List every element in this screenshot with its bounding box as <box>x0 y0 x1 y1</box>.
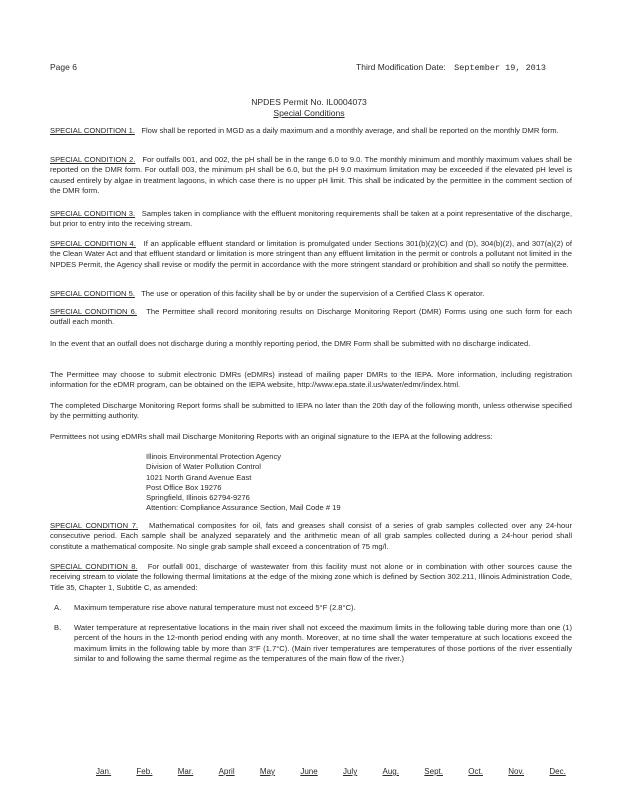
condition-6 <box>50 307 572 328</box>
address-line: Post Office Box 19276 <box>146 482 222 492</box>
month-header-row <box>96 767 566 776</box>
condition-text: The Permittee shall record monitoring results on Discharge Monitoring Report (DMR) Forms using one such form for each outfall each month. <box>50 307 572 327</box>
month-mar: Mar. <box>177 767 194 776</box>
condition-7 <box>50 521 572 552</box>
address-line: Division of Water Pollution Control <box>146 462 261 472</box>
address-line: Attention: Compliance Assurance Section, Mail Code # 19 <box>146 503 341 513</box>
deadline-paragraph: The completed Discharge Monitoring Report forms shall be submitted to IEPA no later than the 20th day of the following month, unless otherwise specified by the permitting authority. <box>50 401 572 421</box>
condition-text: If an applicable effluent standard or limitation is promulgated under Sections 301(b)(2)(C) and (D), 304(b)(2), and 307(a)(2) of the Clean Water Act and that effluent standard or limitation is more stringent than any effluent limitation in the permit or controls a pollutant not limited in the NPDES Permit, the Agency shall revise or modify the permit in accordance with the more stringent standard or prohibition and shall so notify the permittee. <box>50 239 572 269</box>
condition-2 <box>50 155 572 196</box>
month-apr: April <box>218 767 235 776</box>
modification-label: Third Modification Date: <box>356 62 446 72</box>
condition-5 <box>50 289 572 299</box>
month-dec: Dec. <box>549 767 566 776</box>
modification-date: September 19, 2013 <box>454 63 546 73</box>
condition-text: Samples taken in compliance with the effluent monitoring requirements shall be taken at a point representative of the discharge, but prior to entry into the receiving stream. <box>50 209 572 229</box>
month-may: May <box>259 767 276 776</box>
month-sep: Sept. <box>424 767 443 776</box>
condition-label: SPECIAL CONDITION 7. <box>50 521 139 530</box>
mailing-address <box>146 452 341 514</box>
condition-3 <box>50 209 572 230</box>
condition-text: The use or operation of this facility shall be by or under the supervision of a Certified Class K operator. <box>141 289 485 298</box>
item-label: A. <box>54 603 62 612</box>
edmr-paragraph: The Permittee may choose to submit electronic DMRs (eDMRs) instead of mailing paper DMRs to the IEPA. More information, including registration information for the eDMR program, can be obtained on the IEPA website, http://www.epa.state.il.us/water/edmr/index.html. <box>50 370 572 390</box>
month-jun: June <box>300 767 318 776</box>
condition-label: SPECIAL CONDITION 3. <box>50 209 136 218</box>
section-title: Special Conditions <box>273 108 345 118</box>
item-text: Maximum temperature rise above natural temperature must not exceed 5°F (2.8°C). <box>74 603 356 612</box>
item-label: B. <box>54 623 62 632</box>
month-feb: Feb. <box>136 767 153 776</box>
permit-title: NPDES Permit No. IL0004073 <box>251 97 367 107</box>
month-aug: Aug. <box>382 767 399 776</box>
month-oct: Oct. <box>468 767 483 776</box>
month-jul: July <box>342 767 358 776</box>
month-jan: Jan. <box>96 767 112 776</box>
mail-intro-paragraph: Permittees not using eDMRs shall mail Discharge Monitoring Reports with an original signature to the IEPA at the following address: <box>50 432 493 441</box>
modification-header <box>356 62 546 73</box>
condition-label: SPECIAL CONDITION 1. <box>50 126 135 135</box>
condition-4 <box>50 239 572 270</box>
condition-label: SPECIAL CONDITION 6. <box>50 307 137 316</box>
item-text: Water temperature at representative locations in the main river shall not exceed the maximum limits in the following table during more than one (1) percent of the hours in the 12-month period ending with any month. Moreover, at no time shall the water temperature at such locations exceed the maximum limits in the following table by more than 3°F (1.7°C). (Main river temperatures are temperatures of those portions of the river essentially similar to and following the same thermal regime as the temperatures of the main flow of the river.) <box>74 623 572 663</box>
address-line: Illinois Environmental Protection Agency <box>146 452 282 461</box>
month-nov: Nov. <box>508 767 525 776</box>
condition-1 <box>50 126 572 136</box>
condition-label: SPECIAL CONDITION 8. <box>50 562 138 571</box>
no-discharge-paragraph: In the event that an outfall does not discharge during a monthly reporting period, the DMR Form shall be submitted with no discharge indicated. <box>50 339 531 348</box>
page-number: Page 6 <box>50 62 77 72</box>
address-line: Springfield, Illinois 62794-9276 <box>146 493 250 503</box>
condition-label: SPECIAL CONDITION 2. <box>50 155 136 164</box>
condition-label: SPECIAL CONDITION 5. <box>50 289 135 298</box>
condition-label: SPECIAL CONDITION 4. <box>50 239 136 248</box>
condition-text: For outfalls 001, and 002, the pH shall be in the range 6.0 to 9.0. The monthly minimum and monthly maximum values shall be reported on the DMR form. For outfall 003, the minimum pH shall be 6.0, but the pH 9.0 maximum limitation may be exceeded if the elevated pH level is caused entirely by algae in treatment lagoons, in which case there is no upper pH limit. This shall be indicated by the permittee in the comment section of the DMR form. <box>50 155 572 195</box>
condition-text: For outfall 001, discharge of wastewater from this facility must not alone or in combination with other sources cause the receiving stream to violate the following thermal limitations at the edge of the mixing zone which is defined by Section 302.211, Illinois Administration Code, Title 35, Chapter 1, Subtitle C, as amended: <box>50 562 572 592</box>
condition-text: Mathematical composites for oil, fats and greases shall consist of a series of grab samples collected over any 24-hour consecutive period. Each sample shall be analyzed separately and the arithmetic mean of all grab samples collected during a 24-hour period shall constitute a mathematical composite. No single grab sample shall exceed a concentration of 75 mg/l. <box>50 521 572 551</box>
address-line: 1021 North Grand Avenue East <box>146 472 252 482</box>
condition-text: Flow shall be reported in MGD as a daily maximum and a monthly average, and shall be reported on the monthly DMR form. <box>141 126 559 135</box>
condition-8 <box>50 562 572 593</box>
